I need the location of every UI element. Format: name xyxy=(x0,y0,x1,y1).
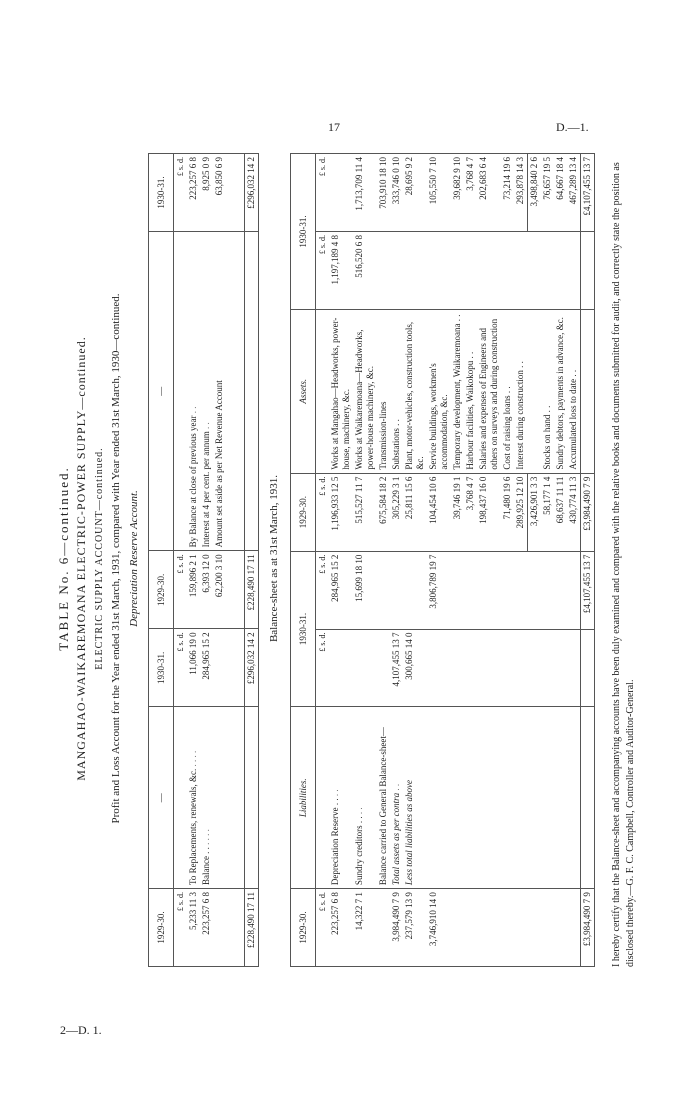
units: £ s. d. xyxy=(316,232,330,310)
subtotal: 1,713,709 11 4 xyxy=(353,154,377,232)
amount: 76,657 19 5 xyxy=(541,154,554,232)
row-label: Harbour facilities, Waikokopu . . xyxy=(464,309,477,473)
row-label: Accumulated loss to date . . xyxy=(567,309,581,473)
row-label: Sundry creditors . . . . xyxy=(353,707,377,889)
row-label: Cost of raising loans . . xyxy=(501,309,514,473)
row-label: Less total liabilities as above xyxy=(403,707,427,889)
units: £ s. d. xyxy=(316,889,330,967)
pl-header-cur-left: 1930-31. xyxy=(149,629,174,707)
row-label: Substations . . xyxy=(390,309,403,473)
amount: 293,878 14 3 xyxy=(514,154,528,232)
page-number: 17 xyxy=(328,120,340,134)
total: £4,107,455 13 7 xyxy=(581,551,595,629)
amount: 39,682 9 10 xyxy=(451,154,464,232)
pl-header-prev-left: 1929-30. xyxy=(149,889,174,967)
amount: 198,437 16 0 xyxy=(477,473,501,551)
total: £228,490 17 11 xyxy=(244,889,258,967)
row-label: Interest at 4 per cent. per annum . . xyxy=(200,232,213,551)
total: £296,032 14 2 xyxy=(244,629,258,707)
amount: 15,699 18 10 xyxy=(353,551,377,629)
row-label: Balance . . . . . . xyxy=(200,707,213,889)
amount: 675,584 18 2 xyxy=(377,473,390,551)
row-label: Salaries and expenses of Engineers and others on surveys and during construction xyxy=(477,309,501,473)
balance-sheet-title: Balance-sheet as at 31st March, 1931. xyxy=(268,474,280,643)
pl-title: Profit and Loss Account for the Year ended 31st March, 1931, compared with Year ended 31st March, 1930—continued. xyxy=(110,293,122,824)
amount: 4,107,455 13 7 xyxy=(390,629,403,707)
table-number: TABLE No. 6—continued. xyxy=(56,466,71,651)
bs-header-assets: Assets. xyxy=(291,309,316,473)
bs-header-cur-assets: 1930-31. xyxy=(291,154,316,310)
amount: 300,665 14 0 xyxy=(403,629,427,707)
total: £3,984,490 7 9 xyxy=(581,889,595,967)
amount: 3,768 4 7 xyxy=(464,154,477,232)
row-label: Balance carried to General Balance-sheet— xyxy=(377,707,390,889)
units: £ s. d. xyxy=(316,551,330,629)
pl-header-blank-right: — xyxy=(149,232,174,551)
amount: 6,393 12 0 xyxy=(200,551,213,629)
amount: 28,695 9 2 xyxy=(403,154,427,232)
amount: 284,965 15 2 xyxy=(200,629,213,707)
amount: 25,811 15 6 xyxy=(403,473,427,551)
row-label: Interest during construction . . xyxy=(514,309,528,473)
units: £ s. d. xyxy=(174,629,188,707)
row-label: Transmission-lines xyxy=(377,309,390,473)
bs-header-prev-assets: 1929-30. xyxy=(291,473,316,551)
page-code: D.—1. xyxy=(556,120,589,134)
auditor-certificate: I hereby certify that the Balance-sheet and accompanying accounts have been duly examined and compared with the relative books and documents submitted for audit, and correctly state the position as disclosed thereby.—G. F. C. Campbell, Controller and Auditor-General. xyxy=(611,162,636,967)
row-label: Temporary development, Waikaremoana . . xyxy=(451,309,464,473)
row-label: Plant, motor-vehicles, construction tools, &c. xyxy=(403,309,427,473)
amount: 516,520 6 8 xyxy=(353,232,377,310)
row-label: To Replacements, renewals, &c. . . . . xyxy=(187,707,200,889)
row-label: Amount set aside as per Net Revenue Account xyxy=(213,232,226,551)
row-label: Depreciation Reserve . . . . xyxy=(329,707,353,889)
amount: 5,233 11 3 xyxy=(187,889,200,967)
row-label: By Balance at close of previous year . . xyxy=(187,232,200,551)
amount: 39,746 19 1 xyxy=(451,473,464,551)
units: £ s. d. xyxy=(174,154,188,232)
amount: 223,257 6 8 xyxy=(187,154,200,232)
amount: 14,322 7 1 xyxy=(353,889,377,967)
amount: 1,197,189 4 8 xyxy=(329,232,353,310)
amount: 159,896 2 1 xyxy=(187,551,200,629)
amount: 703,910 18 10 xyxy=(377,154,390,232)
amount: 284,965 15 2 xyxy=(329,551,353,629)
total: £4,107,455 13 7 xyxy=(581,154,595,232)
total: £296,032 14 2 xyxy=(244,154,258,232)
amount: 104,454 10 6 xyxy=(427,473,451,551)
units: £ s. d. xyxy=(316,629,330,707)
total: £3,984,490 7 9 xyxy=(581,473,595,551)
row-label: Works at Waikaremoana—Headworks, power-house machinery, &c. xyxy=(353,309,377,473)
amount: 202,683 6 4 xyxy=(477,154,501,232)
units: £ s. d. xyxy=(316,473,330,551)
units: £ s. d. xyxy=(316,154,330,232)
amount: 289,925 12 10 xyxy=(514,473,528,551)
main-heading: MANGAHAO-WAIKAREMOANA ELECTRIC-POWER SUPPLY—continued. xyxy=(74,336,88,781)
subtotal: 3,426,901 3 3 xyxy=(528,473,542,551)
amount: 3,984,490 7 9 xyxy=(390,889,403,967)
amount: 73,214 19 6 xyxy=(501,154,514,232)
bs-header-liabilities: Liabilities. xyxy=(291,707,316,889)
sub-heading: ELECTRIC SUPPLY ACCOUNT—continued. xyxy=(94,447,105,670)
units: £ s. d. xyxy=(174,551,188,629)
page-footer-code: 2—D. 1. xyxy=(60,1023,102,1037)
units: £ s. d. xyxy=(174,889,188,967)
total: £228,490 17 11 xyxy=(244,551,258,629)
amount: 223,257 6 8 xyxy=(329,889,353,967)
amount: 3,746,910 14 0 xyxy=(427,889,451,967)
row-label: Total assets as per contra . . xyxy=(390,707,403,889)
row-label: Service buildings, workmen's accommodation, &c. xyxy=(427,309,451,473)
amount: 333,746 0 10 xyxy=(390,154,403,232)
amount: 71,480 19 6 xyxy=(501,473,514,551)
amount: 223,257 6 8 xyxy=(200,889,213,967)
amount: 3,806,789 19 7 xyxy=(427,551,451,629)
amount: 237,579 13 9 xyxy=(403,889,427,967)
bs-header-prev: 1929-30. xyxy=(291,889,316,967)
amount: 105,550 7 10 xyxy=(427,154,451,232)
amount: 305,229 3 1 xyxy=(390,473,403,551)
amount: 62,200 3 10 xyxy=(213,551,226,629)
subtotal: 3,498,840 2 6 xyxy=(528,154,542,232)
row-label: Works at Mangahao—Headworks, power-house, machinery, &c. xyxy=(329,309,353,473)
row-label: Stocks on hand . . xyxy=(541,309,554,473)
amount: 11,066 19 0 xyxy=(187,629,200,707)
amount: 467,289 13 4 xyxy=(567,154,581,232)
depreciation-reserve-table xyxy=(148,153,259,967)
row-label: Sundry debtors, payments in advance, &c. xyxy=(554,309,567,473)
amount: 3,768 4 7 xyxy=(464,473,477,551)
pl-header-prev-right: 1929-30. xyxy=(149,551,174,629)
amount: 64,667 18 4 xyxy=(554,154,567,232)
balance-sheet-table xyxy=(290,153,595,967)
amount: 8,925 0 9 xyxy=(200,154,213,232)
pl-header-cur-right: 1930-31. xyxy=(149,154,174,232)
bs-header-cur: 1930-31. xyxy=(291,551,316,707)
amount: 68,637 11 11 xyxy=(554,473,567,551)
amount: 63,850 6 9 xyxy=(213,154,226,232)
amount: 58,177 1 4 xyxy=(541,473,554,551)
pl-subtitle: Depreciation Reserve Account. xyxy=(128,490,140,627)
amount: 515,527 11 7 xyxy=(353,473,377,551)
pl-header-blank-left: — xyxy=(149,707,174,889)
amount: 1,196,933 12 5 xyxy=(329,473,353,551)
amount: 430,774 11 3 xyxy=(567,473,581,551)
